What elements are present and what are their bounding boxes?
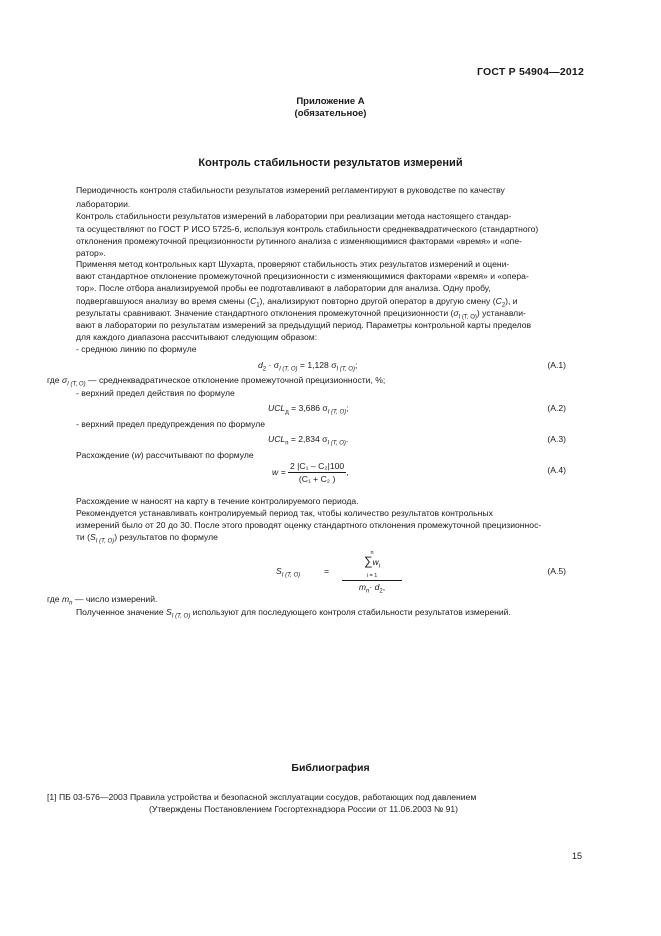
document-code-header: ГОСТ Р 54904—2012 xyxy=(476,66,584,78)
paragraph-line: результаты сравнивают. Значение стандартного отклонения промежуточной прецизионности $(\sigma_{I (T, O)})$ устанавли- xyxy=(76,308,526,321)
paragraph-line: вают в лаборатории по результатам измерений за предыдущий период. Параметры контрольной карты пределов xyxy=(76,320,532,330)
appendix-label: Приложение А xyxy=(296,96,365,107)
equation-a2: $UCL_д = 3,686$ $\sigma_{I (T, O)}$; xyxy=(268,403,349,416)
bullet-line: - верхний предел действия по формуле xyxy=(76,388,235,398)
paragraph-line: Периодичность контроля стабильности результатов измерений регламентируют в руководстве по качеству xyxy=(76,185,505,195)
bibliography-item-note: (Утверждены Постановлением Госгортехнадзора России от 11.06.2003 № 91) xyxy=(149,804,459,814)
equation-number: (А.2) xyxy=(547,403,566,413)
paragraph-line: лаборатории. xyxy=(76,199,131,209)
paragraph-line: Контроль стабильности результатов измерений в лаборатории при реализации метода настоящего стандар- xyxy=(76,211,512,221)
paragraph-line: Рекомендуется устанавливать контролируемый период так, чтобы количество результатов контрольных xyxy=(76,508,493,518)
document-page: ГОСТ Р 54904—2012 Приложение А (обязательное) Контроль стабильности результатов измерений Периодичность контроля стабильности результатов измерений регламентируют в руководстве по качеству лаборатории. Контроль стабильности результатов измерений в лаборатории при реализации метода настоящего стандар- та осуществляют по ГОСТ Р ИСО 5725-6, используя контроль стабильности среднеквадратического (стандартного) отклонения промежуточной прецизионности рутинного анализа с изменяющимися факторами «время» и «опе- ратор». Применяя метод контрольных карт Шухарта, проверяют стабильность этих результатов измерений и оцени- вают стандартное отклонение промежуточной прецизионности с изменяющимися факторами «время» и «опера- тор». После отбора анализируемой пробы ее подготавливают в лаборатории для анализа. Одну пробу, подвергавшуюся анализу во время смены $(C_1)$, анализируют повторно другой оператор в другую смену $(C_2)$, и результаты сравнивают. Значение стандартного отклонения промежуточной прецизионности $(\sigma_{I (T, O)})$ устанавли- вают в лаборатории по результатам измерений за предыдущий период. Параметры контрольной карты пределов для каждого диапазона рассчитывают следующим образом: - среднюю линию по формуле $d_2 \cdot \sigma_{I (T, O)} = 1,128$ $\sigma_{I (T, O)}$; (А.1) где $\sigma_{I (T, O)}$ — среднеквадратическое отклонение промежуточной прецизионности, %; - верхний предел действия по формуле $UCL_д = 3,686$ $\sigma_{I (T, O)}$; (А.2) - верхний предел предупреждения по формуле $UCL_п = 2,834$ $\sigma_{I (T, O)}$. (А.3) Расхождение (w) рассчитывают по формуле w = $\frac{\text{2 |C₁ – C₂|100}}{\text{(C₁ + C₂ )}}$ , (А.4) Расхождение w наносят на карту в течение контролируемого периода. Рекомендуется устанавливать контролируемый период так, чтобы количество результатов контрольных измерений было от 20 до 30. После этого проводят оценку стандартного отклонения промежуточной прецизионнос- ти $(S_{I (T, O)})$ результатов по формуле $S_{I (T, O)}$ = n $\sum w_i$ i = 1 $m_n\cdot d_2$, (А.5) где $m_n$ — число измерений. Полученное значение $S_{I (T, O)}$ используют для последующего контроля стабильности результатов измерений. Библиография [1] ПБ 03-576—2003 Правила устройства и безопасной эксплуатации сосудов, работающих под давлением (Утверждены Постановлением Госгортехнадзора России от 11.06.2003 № 91) 15 xyxy=(0,0,661,936)
paragraph-line: подвергавшуюся анализу во время смены $(C_1)$, анализируют повторно другой оператор в другую смену $(C_2)$, и xyxy=(76,296,518,309)
paragraph-line: Применяя метод контрольных карт Шухарта, проверяют стабильность этих результатов измерений и оцени- xyxy=(76,259,510,269)
paragraph-line: Полученное значение $S_{I (T, O)}$ используют для последующего контроля стабильности результатов измерений. xyxy=(76,607,511,620)
equation-number: (А.4) xyxy=(547,465,566,475)
paragraph-line: для каждого диапазона рассчитывают следующим образом: xyxy=(76,332,318,342)
equation-number: (А.5) xyxy=(547,566,566,576)
paragraph-line: та осуществляют по ГОСТ Р ИСО 5725-6, используя контроль стабильности среднеквадратического (стандартного) xyxy=(76,224,539,234)
paragraph-line: ратор». xyxy=(76,248,106,258)
equation-a1: $d_2 \cdot \sigma_{I (T, O)} = 1,128$ $\sigma_{I (T, O)}$; xyxy=(258,360,358,373)
fraction: n $\sum w_i$ i = 1 $m_n\cdot d_2$, xyxy=(342,550,402,597)
bibliography-item: [1] ПБ 03-576—2003 Правила устройства и безопасной эксплуатации сосудов, работающих под давлением xyxy=(47,792,477,802)
bullet-line: - среднюю линию по формуле xyxy=(76,344,197,354)
fraction: $\frac{\text{2 |C₁ – C₂|100}}{\text{(C₁ + C₂ )}}$ xyxy=(290,461,345,484)
section-title: Контроль стабильности результатов измерений xyxy=(198,157,463,169)
where-line: где $m_n$ — число измерений. xyxy=(47,594,158,607)
equation-a3: $UCL_п = 2,834$ $\sigma_{I (T, O)}$. xyxy=(268,434,349,447)
paragraph-line: измерений было от 20 до 30. После этого проводят оценку стандартного отклонения промежуточной прецизионнос- xyxy=(76,520,542,530)
paragraph-line: тор». После отбора анализируемой пробы ее подготавливают в лаборатории для анализа. Одну пробу, xyxy=(76,283,491,293)
page-number: 15 xyxy=(571,851,582,861)
bullet-line: - верхний предел предупреждения по формуле xyxy=(76,419,266,429)
where-line: где $\sigma_{I (T, O)}$ — среднеквадратическое отклонение промежуточной прецизионности, %; xyxy=(47,375,386,388)
paragraph-line: Расхождение (w) рассчитывают по формуле xyxy=(76,450,254,460)
paragraph-line: ти $(S_{I (T, O)})$ результатов по формуле xyxy=(76,532,218,545)
paragraph-line: вают стандартное отклонение промежуточной прецизионности с изменяющимися факторами «время» и «опера- xyxy=(76,271,529,281)
equation-number: (А.3) xyxy=(547,434,566,444)
equation-number: (А.1) xyxy=(547,360,566,370)
paragraph-line: отклонения промежуточной прецизионности рутинного анализа с изменяющимися факторами «время» и «опе- xyxy=(76,236,522,246)
paragraph-line: Расхождение w наносят на карту в течение контролируемого периода. xyxy=(76,496,359,506)
bibliography-title: Библиография xyxy=(291,762,370,774)
equation-a4: w = $\frac{\text{2 |C₁ – C₂|100}}{\text{(C₁ + C₂ )}}$ , xyxy=(272,461,349,484)
appendix-status: (обязательное) xyxy=(294,108,367,119)
